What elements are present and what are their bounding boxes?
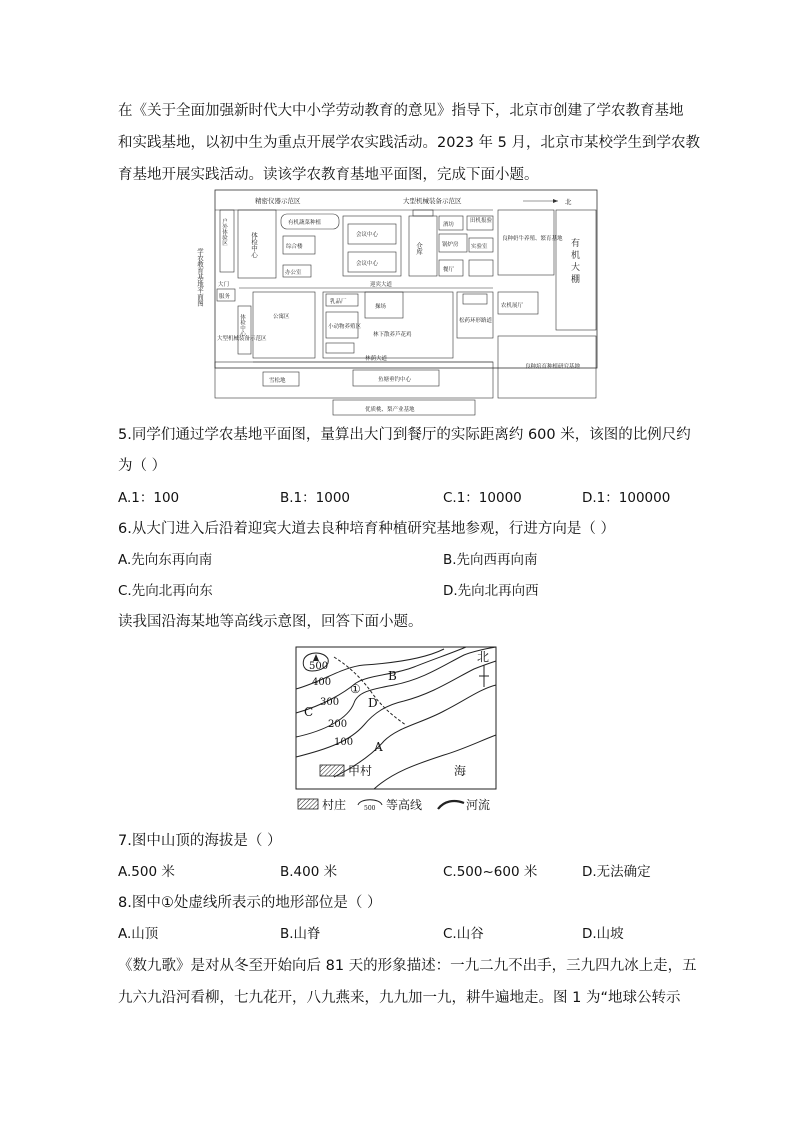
intro2: 读我国沿海某地等高线示意图，回答下面小题。 [118,614,423,630]
q7-option-b: B.400 米 [280,864,338,880]
q8-stem: 8.图中①处虚线所表示的地形部位是（ ） [118,895,382,911]
map2-north: 北 [477,650,490,664]
label-warehouse: 仓库 [415,242,423,255]
q5-option-d: D.1：100000 [582,490,671,506]
label-tijian-top: 体检中心 [250,232,258,258]
q7-option-a: A.500 米 [118,864,175,880]
label-snow-pine: 雪松地 [269,378,286,384]
label-greenhouse: 有 [571,239,581,249]
sea-label: 海 [454,764,467,778]
label-organic-plant: 有机蔬菜种植 [288,220,322,226]
q7-option-d: D.无法确定 [582,864,651,880]
contour-map [294,645,504,817]
label-big-machine: 大型机械装备示范区 [217,336,267,342]
label-pine-maze: 松药环形路道 [459,318,493,324]
svg-text:棚: 棚 [571,275,581,285]
label-general-building: 综合楼 [286,244,303,250]
intro-line-3: 育基地开展实践活动。读该学农教育基地平面图，完成下面小题。 [118,167,539,183]
label-tijian-bottom: 体检中心 [239,314,245,336]
q5-option-a: A.1：100 [118,490,180,506]
label-dairy: 乳品厂 [330,299,347,305]
label-breeding: 良种培育种植研究基地 [525,364,581,370]
point-d: D [368,696,378,710]
q6-option-c: C.先向北再向东 [118,583,213,599]
q6-option-d: D.先向北再向西 [443,583,539,599]
label-canteen: 餐厅 [443,267,455,273]
label-guard: 服务 [219,294,231,300]
label-farm-machine: 田机报验 [470,218,493,224]
label-office: 办公室 [285,270,302,276]
legend-contour: 等高线 [386,798,423,812]
q5-stem-2: 为（ ） [118,458,167,474]
q7-option-c: C.500~600 米 [443,864,538,880]
point-c: C [304,705,314,719]
label-meeting-1: 会议中心 [356,232,379,238]
map-side-title: 学农教育基地平面图 [196,248,204,307]
q7-stem: 7.图中山顶的海拔是（ ） [118,833,282,849]
q6-stem: 6.从大门进入后沿着迎宾大道去良种培育种植研究基地参观，行进方向是（ ） [118,521,615,537]
legend-river: 河流 [466,798,491,812]
label-cattle: 良种奶牛养殖、繁育基地 [502,236,563,242]
label-apartment: 公寓区 [273,314,290,320]
point-a: A [374,740,383,754]
q8-option-d: D.山坡 [582,926,624,942]
contour-label-400: 400 [312,677,332,688]
label-boiler: 锅炉房 [442,242,459,248]
map-north-label: 北 [565,198,572,206]
legend-contour-sample: 500 [364,805,376,812]
label-small-animal: 小动物养殖区 [328,324,362,330]
q8-option-a: A.山顶 [118,926,159,942]
q8-option-c: C.山谷 [443,926,484,942]
q6-option-b: B.先向西再向南 [443,552,538,568]
label-playground: 操场 [375,304,387,310]
label-top-left: 精密仪器示范区 [255,197,301,205]
outro-line-1: 《数九歌》是对从冬至开始向后 81 天的形象描述：一九二九不出手，三九四九冰上走，五 [118,958,697,974]
legend-village: 村庄 [322,798,347,812]
svg-text:机: 机 [571,251,581,261]
intro-line-1: 在《关于全面加强新时代大中小学劳动教育的意见》指导下，北京市创建了学农教育基地 [118,103,684,119]
label-fishing: 鱼塘垂钓中心 [378,377,412,383]
label-meeting-2: 会议中心 [356,261,379,267]
farm-plan-map [193,188,603,418]
label-wine: 酒坊 [443,222,455,228]
intro-line-2: 和实践基地，以初中生为重点开展学农实践活动。2023 年 5 月，北京市某校学生到学农教 [118,135,700,151]
contour-label-100: 100 [334,737,354,748]
outro-line-2: 九六九沿河看柳，七九花开，八九燕来，九九加一九，耕牛遍地走。图 1 为“地球公转示 [118,990,681,1006]
label-lab: 实验室 [471,244,488,250]
label-welcome-road: 迎宾大道 [370,282,393,288]
label-forest-chicken: 林下散养芦花鸡 [373,332,412,338]
contour-label-300: 300 [320,697,340,708]
village-label: 甲村 [348,764,373,778]
contour-label-200: 200 [328,719,348,730]
point-1: ① [350,682,361,696]
label-forest-road: 林荫大道 [365,356,388,362]
label-top-right: 大型机械装备示范区 [403,197,462,205]
q5-option-c: C.1：10000 [443,490,522,506]
svg-text:大: 大 [571,263,581,273]
label-gate: 大门 [218,282,230,288]
q6-option-a: A.先向东再向南 [118,552,213,568]
contour-label-500: 500 [309,661,329,672]
label-outdoor: 户外体验区 [221,218,227,246]
point-b: B [388,669,397,683]
label-fruit: 优质桃、梨产业基地 [365,407,415,413]
label-farm-hall: 农机展厅 [501,303,524,309]
q8-option-b: B.山脊 [280,926,321,942]
q5-stem-1: 5.同学们通过学农基地平面图，量算出大门到餐厅的实际距离约 600 米，该图的比例尺约 [118,427,691,443]
q5-option-b: B.1：1000 [280,490,350,506]
